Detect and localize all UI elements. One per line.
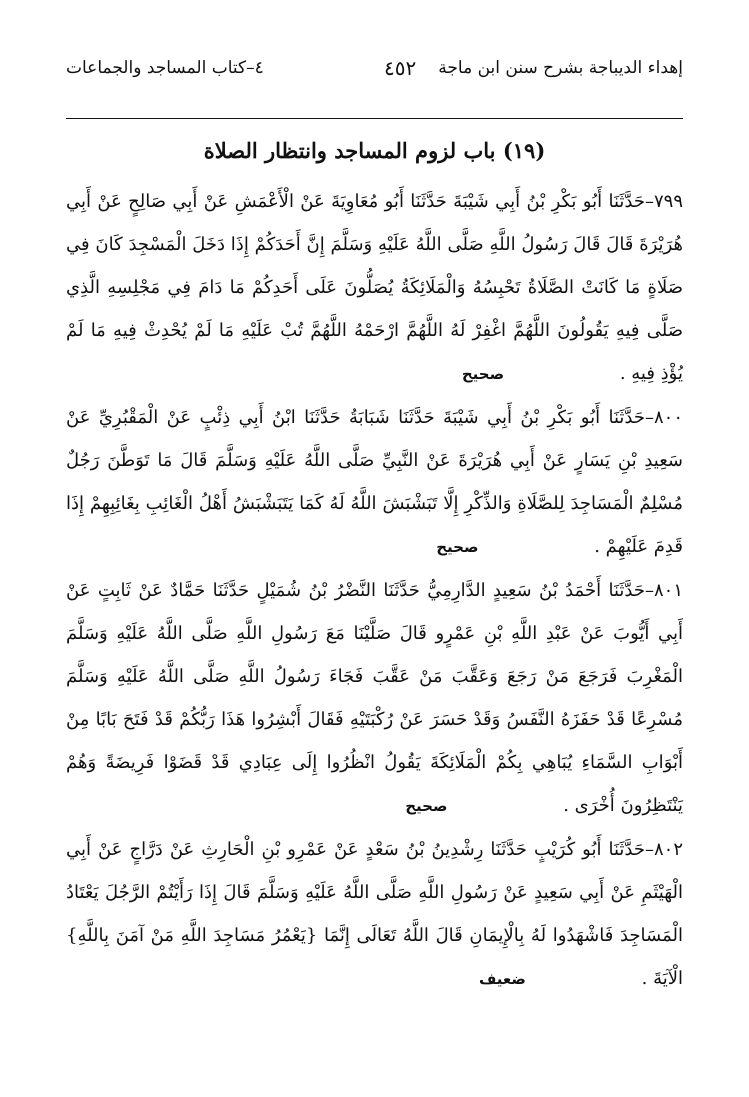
page-header	[66, 56, 683, 90]
page-number: ٤٥٢	[384, 56, 417, 80]
section-title: ٤–كتاب المساجد والجماعات	[66, 58, 264, 78]
book-title: إهداء الديباجة بشرح سنن ابن ماجة	[438, 58, 683, 78]
hadith-text: ٨٠٠–حَدَّثَنَا أَبُو بَكْرِ بْنُ أَبِي شَيْبَةَ حَدَّثَنَا شَبَابَةُ حَدَّثَنَا ابْنُ أَبِي ذِئْبٍ عَنْ الْمَقْبُرِيِّ عَنْ سَعِيدِ بْنِ يَسَارٍ عَنْ أَبِي هُرَيْرَةَ عَنْ النَّبِيِّ صَلَّى اللَّهُ عَلَيْهِ وَسَلَّمَ قَالَ مَا تَوَطَّنَ رَجُلٌ مُسْلِمٌ الْمَسَاجِدَ لِلصَّلَاةِ وَالذِّكْرِ إِلَّا تَبَشْبَشَ اللَّهُ لَهُ كَمَا يَتَبَشْبَشُ أَهْلُ الْغَائِبِ بِغَائِبِهِمْ إِذَا قَدِمَ عَلَيْهِمْ .	[66, 407, 683, 557]
hadith-799	[66, 180, 683, 396]
header-divider	[66, 118, 683, 119]
hadith-ruling: صحيح	[436, 538, 479, 556]
hadith-ruling: صحيح	[405, 797, 448, 815]
hadith-text: ٨٠١–حَدَّثَنَا أَحْمَدُ بْنُ سَعِيدٍ الدَّارِمِيُّ حَدَّثَنَا النَّضْرُ بْنُ شُمَيْلٍ حَدَّثَنَا حَمَّادٌ عَنْ ثَابِتٍ عَنْ أَبِي أَيُّوبَ عَنْ عَبْدِ اللَّهِ بْنِ عَمْرٍو قَالَ صَلَّيْنَا مَعَ رَسُولِ اللَّهِ صَلَّى اللَّهُ عَلَيْهِ وَسَلَّمَ الْمَغْرِبَ فَرَجَعَ مَنْ رَجَعَ وَعَقَّبَ مَنْ عَقَّبَ فَجَاءَ رَسُولُ اللَّهِ صَلَّى اللَّهُ عَلَيْهِ وَسَلَّمَ مُسْرِعًا قَدْ حَفَزَهُ النَّفَسُ وَقَدْ حَسَرَ عَنْ رُكْبَتَيْهِ فَقَالَ أَبْشِرُوا هَذَا رَبُّكُمْ قَدْ فَتَحَ بَابًا مِنْ أَبْوَابِ السَّمَاءِ يُبَاهِي بِكُمْ الْمَلَائِكَةَ يَقُولُ انْظُرُوا إِلَى عِبَادِي قَدْ قَضَوْا فَرِيضَةً وَهُمْ يَنْتَظِرُونَ أُخْرَى .	[66, 580, 683, 816]
hadith-801	[66, 569, 683, 828]
hadith-802	[66, 828, 683, 1001]
chapter-title: (١٩) باب لزوم المساجد وانتظار الصلاة	[203, 138, 546, 163]
hadith-text: ٧٩٩–حَدَّثَنَا أَبُو بَكْرِ بْنُ أَبِي شَيْبَةَ حَدَّثَنَا أَبُو مُعَاوِيَةَ عَنْ الْأَعْمَشِ عَنْ أَبِي صَالِحٍ عَنْ أَبِي هُرَيْرَةَ قَالَ قَالَ رَسُولُ اللَّهِ صَلَّى اللَّهُ عَلَيْهِ وَسَلَّمَ إِنَّ أَحَدَكُمْ إِذَا دَخَلَ الْمَسْجِدَ كَانَ فِي صَلَاةٍ مَا كَانَتْ الصَّلَاةُ تَحْبِسُهُ وَالْمَلَائِكَةُ يُصَلُّونَ عَلَى أَحَدِكُمْ مَا دَامَ فِي مَجْلِسِهِ الَّذِي صَلَّى فِيهِ يَقُولُونَ اللَّهُمَّ اغْفِرْ لَهُ اللَّهُمَّ ارْحَمْهُ اللَّهُمَّ تُبْ عَلَيْهِ مَا لَمْ يُحْدِثْ فِيهِ مَا لَمْ يُؤْذِ فِيهِ .	[66, 191, 683, 384]
hadith-ruling: ضعيف	[478, 970, 526, 988]
hadith-text: ٨٠٢–حَدَّثَنَا أَبُو كُرَيْبٍ حَدَّثَنَا رِشْدِينُ بْنُ سَعْدٍ عَنْ عَمْرِو بْنِ الْحَارِثِ عَنْ دَرَّاجٍ عَنْ أَبِي الْهَيْثَمِ عَنْ أَبِي سَعِيدٍ عَنْ رَسُولِ اللَّهِ صَلَّى اللَّهُ عَلَيْهِ وَسَلَّمَ قَالَ إِذَا رَأَيْتُمْ الرَّجُلَ يَعْتَادُ الْمَسَاجِدَ فَاشْهَدُوا لَهُ بِالْإِيمَانِ قَالَ اللَّهُ تَعَالَى إِنَّمَا {يَعْمُرُ مَسَاجِدَ اللَّهِ مَنْ آمَنَ بِاللَّهِ} الْآيَةَ .	[66, 839, 683, 989]
hadith-800	[66, 396, 683, 569]
hadith-ruling: صحيح	[461, 365, 505, 383]
hadith-body	[66, 180, 683, 1001]
